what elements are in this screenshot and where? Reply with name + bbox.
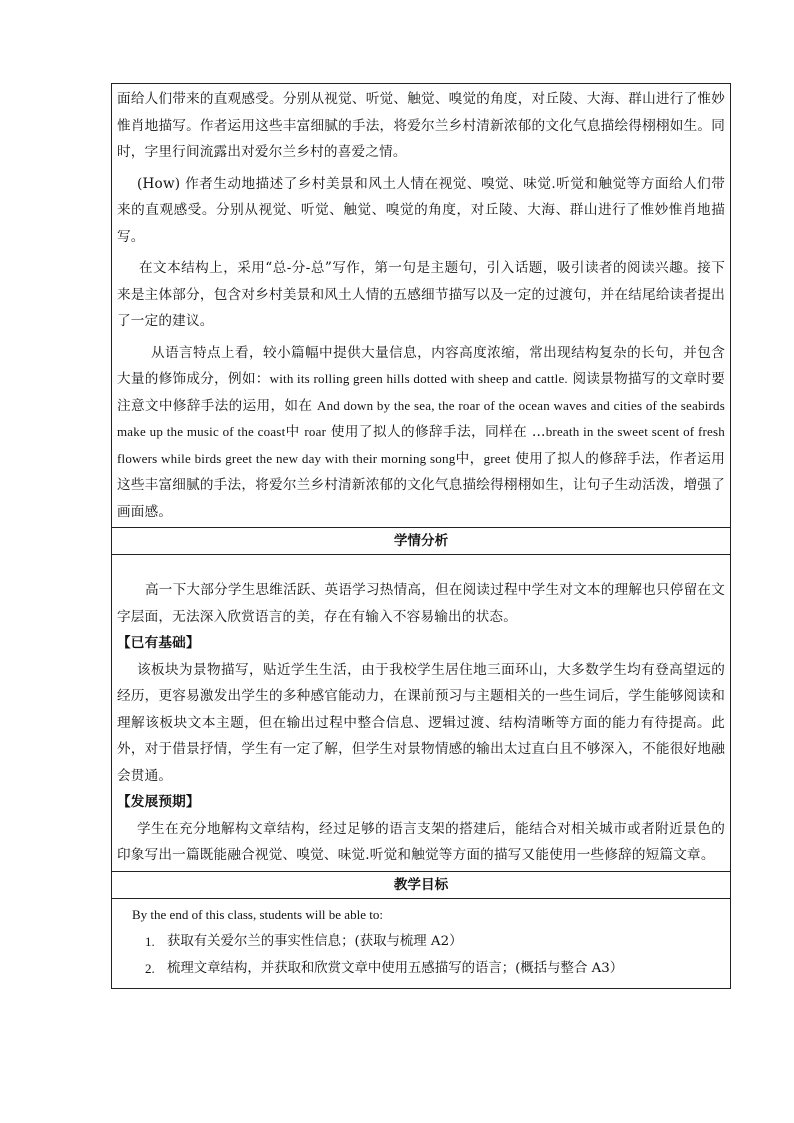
lang-text-6: 使用了拟人的修辞手法，作者运用这些丰富细腻的手法，将爱尔兰乡村清新浓郁的文化气息描绘得栩栩如生，让句子生动活泼，增强了画面感。 (117, 450, 725, 520)
lang-word-greet: greet (483, 450, 511, 466)
goal-text: 获取有关爱尔兰的事实性信息；(获取与梳理 A2） (167, 933, 463, 949)
goal-text: 梳理文章结构，并获取和欣赏文章中使用五感描写的语言；(概括与整合 A3） (167, 960, 624, 976)
lang-text-1: 从语言特点上看，较小篇幅中提供大量信息，内容高度浓缩，常出现结构复杂的长句，并包含大量的修饰成分，例如： (117, 344, 725, 387)
xueqing-intro: 高一下大部分学生思维活跃、英语学习热情高，但在阅读过程中学生对文本的理解也只停留在文字层面，无法深入欣赏语言的美，存在有输入不容易输出的状态。 (117, 582, 725, 625)
expect-text: 学生在充分地解构文章结构，经过足够的语言支架的搭建后，能结合对相关城市或者附近景色的印象写出一篇既能融合视觉、嗅觉、味觉.听觉和触觉等方面的描写又能使用一些修辞的短篇文章。 (117, 820, 725, 863)
lang-text-2: 阅读景物描写的文章时要注意文中修辞手法的运用，如在 (117, 371, 725, 414)
lang-example-2: And down by the sea, the roar of the ocean waves and cities of the seabirds make up the music of the coast (117, 397, 725, 439)
goal-item (117, 955, 725, 982)
goals-heading: 教学目标 (112, 871, 731, 898)
goal-number: 2. (145, 960, 155, 976)
lang-example-3: breath in the sweet scent of fresh flowers while birds greet the new day with their morning song (117, 424, 725, 466)
lang-text-3: 中 (285, 424, 305, 440)
goal-number: 1. (145, 933, 155, 949)
document-page (111, 83, 731, 989)
xueqing-heading-row (112, 528, 731, 555)
expect-label: 【发展预期】 (117, 794, 200, 810)
basis-text: 该板块为景物描写，贴近学生生活，由于我校学生居住地三面环山，大多数学生均有登高望远的经历，更容易激发出学生的多种感官能动力，在课前预习与主题相关的一些生词后，学生能够阅读和理解该板块文本主题，但在输出过程中整合信息、逻辑过渡、结构清晰等方面的能力有待提高。此外，对于借景抒情，学生有一定了解，但学生对景物情感的输出太过直白且不够深入，不能很好地融会贯通。 (117, 661, 725, 784)
analysis-paragraph-1: 面给人们带来的直观感受。分别从视觉、听觉、触觉、嗅觉的角度，对丘陵、大海、群山进行了惟妙惟肖地描写。作者运用这些丰富细腻的手法，将爱尔兰乡村清新浓郁的文化气息描绘得栩栩如生。同时，字里行间流露出对爱尔兰乡村的喜爱之情。 (117, 91, 725, 160)
analysis-paragraph-3: 在文本结构上，采用“总-分-总”写作，第一句是主题句，引入话题，吸引读者的阅读兴趣。接下来是主体部分，包含对乡村美景和风土人情的五感细节描写以及一定的过渡句，并在结尾给读者提出了一定的建议。 (117, 260, 725, 329)
goals-body-cell (112, 898, 731, 988)
xueqing-body-cell (112, 555, 731, 872)
xueqing-body-row (112, 555, 731, 872)
goals-list (117, 928, 725, 982)
goals-heading-row (112, 871, 731, 898)
analysis-paragraph-2: (How) 作者生动地描述了乡村美景和风土人情在视觉、嗅觉、味觉.听觉和触觉等方面给人们带来的直观感受。分别从视觉、听觉、触觉、嗅觉的角度，对丘陵、大海、群山进行了惟妙惟肖地描写。 (117, 175, 725, 245)
text-analysis-cell (112, 84, 731, 528)
lang-text-5: 中， (455, 450, 484, 467)
lesson-plan-table (111, 83, 731, 989)
goals-body-row (112, 898, 731, 988)
lang-word-roar: roar (304, 424, 327, 439)
goals-intro: By the end of this class, students will be able to: (132, 906, 383, 922)
language-features-paragraph (117, 340, 725, 526)
basis-label: 【已有基础】 (117, 635, 200, 651)
lang-text-4: 使用了拟人的修辞手法，同样在 … (326, 424, 546, 440)
text-analysis-row (112, 84, 731, 528)
goal-item (117, 928, 725, 955)
lang-example-1: with its rolling green hills dotted with sheep and cattle. (269, 371, 568, 386)
xueqing-heading: 学情分析 (112, 528, 731, 555)
